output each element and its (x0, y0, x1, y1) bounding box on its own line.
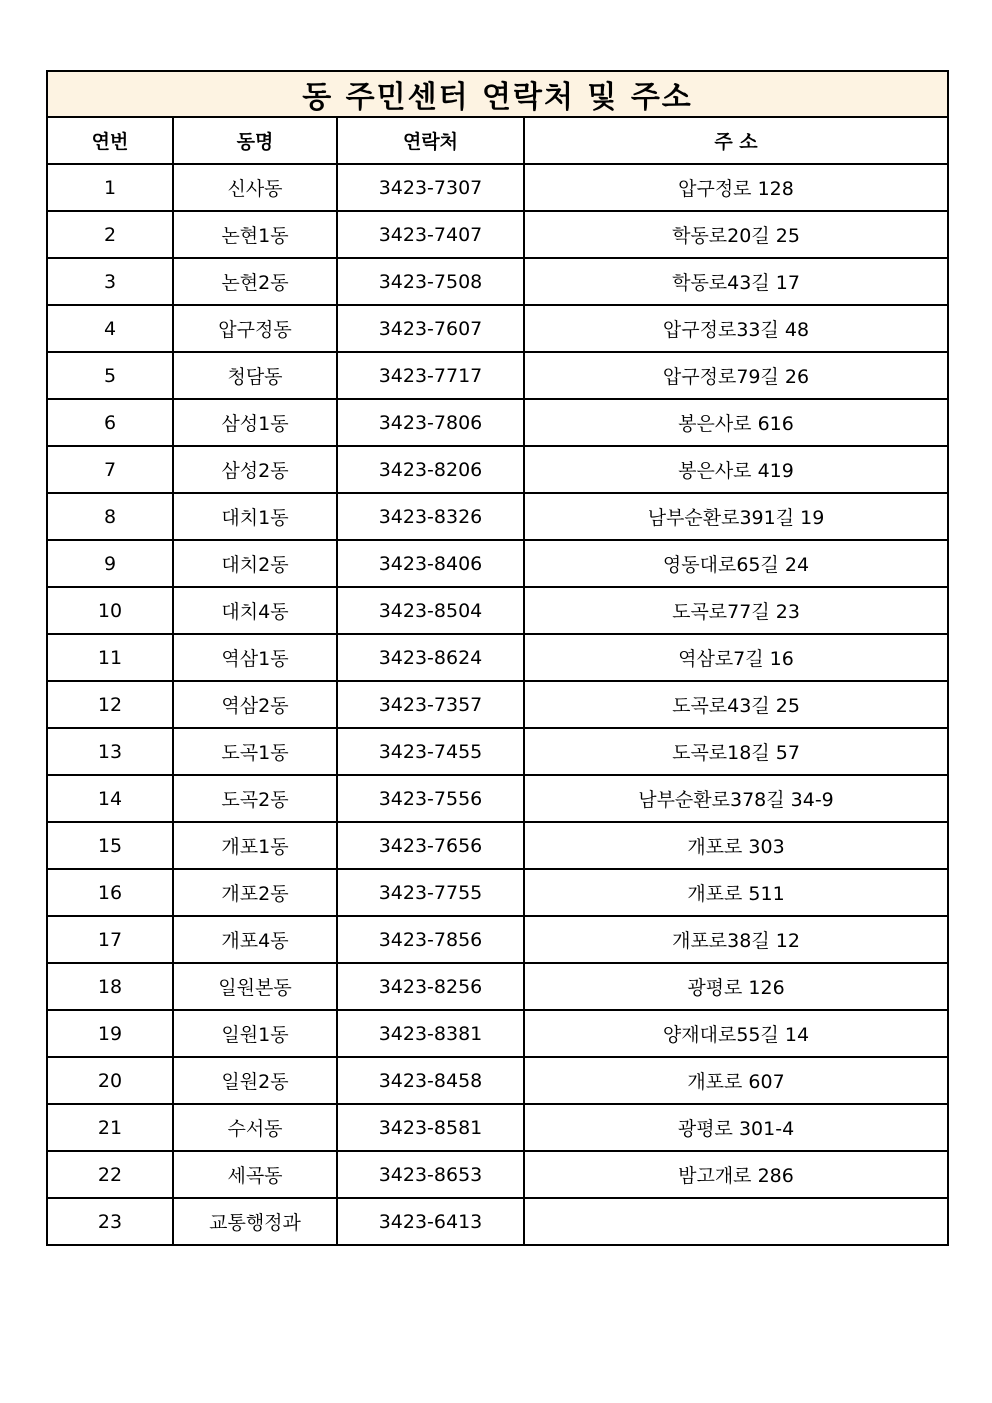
cell-name: 대치2동 (173, 540, 337, 587)
cell-address: 개포로 511 (524, 869, 948, 916)
cell-name: 압구정동 (173, 305, 337, 352)
cell-phone: 3423-8406 (337, 540, 524, 587)
cell-name: 청담동 (173, 352, 337, 399)
cell-address: 개포로 303 (524, 822, 948, 869)
header-address: 주 소 (524, 117, 948, 164)
table-row (47, 869, 948, 916)
table-row (47, 540, 948, 587)
title-row (47, 71, 948, 117)
table-row (47, 164, 948, 211)
table-row (47, 775, 948, 822)
cell-phone: 3423-7806 (337, 399, 524, 446)
cell-no: 7 (47, 446, 173, 493)
table-row (47, 634, 948, 681)
table-body (47, 164, 948, 1245)
cell-phone: 3423-6413 (337, 1198, 524, 1245)
cell-no: 6 (47, 399, 173, 446)
cell-address: 개포로 607 (524, 1057, 948, 1104)
cell-address: 남부순환로378길 34-9 (524, 775, 948, 822)
table-row (47, 1104, 948, 1151)
cell-name: 개포2동 (173, 869, 337, 916)
table-row (47, 211, 948, 258)
cell-phone: 3423-7455 (337, 728, 524, 775)
cell-name: 수서동 (173, 1104, 337, 1151)
cell-name: 논현2동 (173, 258, 337, 305)
cell-no: 12 (47, 681, 173, 728)
cell-address: 학동로20길 25 (524, 211, 948, 258)
table-row (47, 399, 948, 446)
cell-name: 세곡동 (173, 1151, 337, 1198)
cell-address: 남부순환로391길 19 (524, 493, 948, 540)
cell-no: 22 (47, 1151, 173, 1198)
table-row (47, 352, 948, 399)
cell-address: 봉은사로 616 (524, 399, 948, 446)
cell-address: 도곡로77길 23 (524, 587, 948, 634)
header-phone: 연락처 (337, 117, 524, 164)
cell-name: 일원2동 (173, 1057, 337, 1104)
table-row (47, 728, 948, 775)
table-row (47, 1010, 948, 1057)
cell-address: 봉은사로 419 (524, 446, 948, 493)
cell-address (524, 1198, 948, 1245)
cell-phone: 3423-8581 (337, 1104, 524, 1151)
cell-no: 8 (47, 493, 173, 540)
cell-no: 16 (47, 869, 173, 916)
cell-address: 도곡로18길 57 (524, 728, 948, 775)
cell-no: 13 (47, 728, 173, 775)
cell-phone: 3423-7407 (337, 211, 524, 258)
cell-no: 23 (47, 1198, 173, 1245)
cell-name: 대치1동 (173, 493, 337, 540)
table-row (47, 446, 948, 493)
cell-name: 논현1동 (173, 211, 337, 258)
cell-name: 역삼1동 (173, 634, 337, 681)
cell-no: 14 (47, 775, 173, 822)
cell-no: 1 (47, 164, 173, 211)
cell-no: 4 (47, 305, 173, 352)
cell-no: 18 (47, 963, 173, 1010)
cell-phone: 3423-8653 (337, 1151, 524, 1198)
cell-name: 신사동 (173, 164, 337, 211)
contact-table (46, 70, 949, 1246)
table-row (47, 822, 948, 869)
cell-phone: 3423-8458 (337, 1057, 524, 1104)
cell-phone: 3423-7307 (337, 164, 524, 211)
cell-name: 도곡2동 (173, 775, 337, 822)
cell-name: 일원본동 (173, 963, 337, 1010)
cell-no: 10 (47, 587, 173, 634)
header-row (47, 117, 948, 164)
table-row (47, 1198, 948, 1245)
table-row (47, 493, 948, 540)
table-row (47, 916, 948, 963)
cell-name: 역삼2동 (173, 681, 337, 728)
header-name: 동명 (173, 117, 337, 164)
cell-address: 영동대로65길 24 (524, 540, 948, 587)
cell-phone: 3423-8381 (337, 1010, 524, 1057)
cell-name: 개포1동 (173, 822, 337, 869)
cell-address: 개포로38길 12 (524, 916, 948, 963)
cell-address: 광평로 126 (524, 963, 948, 1010)
cell-phone: 3423-7755 (337, 869, 524, 916)
cell-phone: 3423-8256 (337, 963, 524, 1010)
cell-phone: 3423-8624 (337, 634, 524, 681)
cell-name: 도곡1동 (173, 728, 337, 775)
cell-address: 학동로43길 17 (524, 258, 948, 305)
cell-address: 압구정로33길 48 (524, 305, 948, 352)
cell-phone: 3423-7357 (337, 681, 524, 728)
table-row (47, 1057, 948, 1104)
cell-no: 2 (47, 211, 173, 258)
table-row (47, 963, 948, 1010)
cell-no: 21 (47, 1104, 173, 1151)
cell-name: 일원1동 (173, 1010, 337, 1057)
cell-phone: 3423-7508 (337, 258, 524, 305)
cell-phone: 3423-7607 (337, 305, 524, 352)
table-row (47, 305, 948, 352)
cell-no: 19 (47, 1010, 173, 1057)
cell-name: 대치4동 (173, 587, 337, 634)
cell-no: 15 (47, 822, 173, 869)
table-row (47, 587, 948, 634)
cell-address: 밤고개로 286 (524, 1151, 948, 1198)
cell-address: 압구정로79길 26 (524, 352, 948, 399)
cell-phone: 3423-7656 (337, 822, 524, 869)
cell-no: 5 (47, 352, 173, 399)
cell-phone: 3423-7556 (337, 775, 524, 822)
cell-phone: 3423-7717 (337, 352, 524, 399)
cell-address: 역삼로7길 16 (524, 634, 948, 681)
cell-phone: 3423-8326 (337, 493, 524, 540)
table-row (47, 681, 948, 728)
cell-address: 광평로 301-4 (524, 1104, 948, 1151)
cell-name: 삼성1동 (173, 399, 337, 446)
cell-no: 11 (47, 634, 173, 681)
table-row (47, 1151, 948, 1198)
table-row (47, 258, 948, 305)
cell-no: 20 (47, 1057, 173, 1104)
cell-phone: 3423-7856 (337, 916, 524, 963)
cell-no: 3 (47, 258, 173, 305)
cell-address: 양재대로55길 14 (524, 1010, 948, 1057)
cell-no: 17 (47, 916, 173, 963)
cell-name: 개포4동 (173, 916, 337, 963)
cell-name: 삼성2동 (173, 446, 337, 493)
header-no: 연번 (47, 117, 173, 164)
cell-address: 압구정로 128 (524, 164, 948, 211)
cell-name: 교통행정과 (173, 1198, 337, 1245)
cell-phone: 3423-8504 (337, 587, 524, 634)
cell-address: 도곡로43길 25 (524, 681, 948, 728)
cell-no: 9 (47, 540, 173, 587)
table-title: 동 주민센터 연락처 및 주소 (47, 71, 948, 117)
cell-phone: 3423-8206 (337, 446, 524, 493)
